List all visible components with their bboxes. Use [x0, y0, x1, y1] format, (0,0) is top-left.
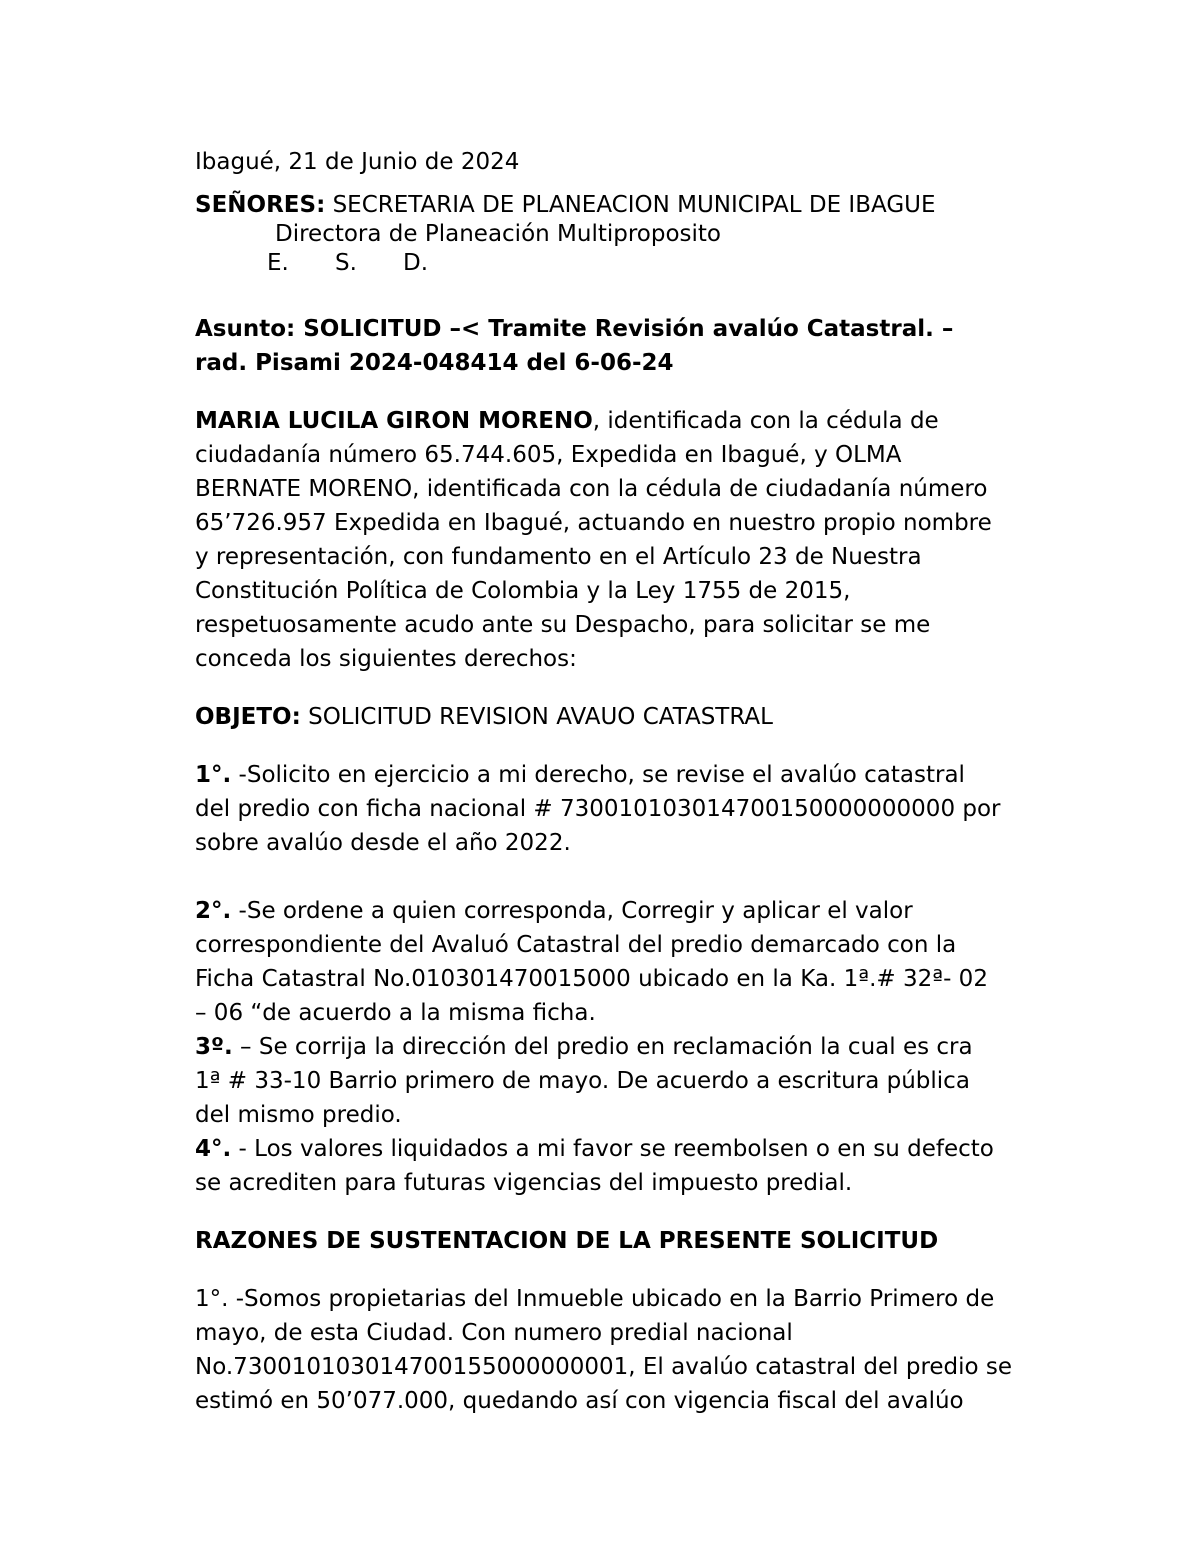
request-line: 2°. -Se ordene a quien corresponda, Corregir y aplicar el valor	[195, 898, 913, 924]
subject-line-2: rad. Pisami 2024-048414 del 6-06-24	[195, 350, 674, 376]
subject-block	[195, 312, 1095, 380]
addressee-block	[195, 191, 1095, 278]
petitioner-name: MARIA LUCILA GIRON MORENO	[195, 408, 593, 434]
request-item-3	[195, 1030, 1095, 1132]
esd-line	[195, 249, 1095, 278]
addressee-line	[195, 191, 1095, 220]
request-number: 1°.	[195, 762, 232, 788]
intro-line: ciudadanía número 65.744.605, Expedida en Ibagué, y OLMA	[195, 442, 902, 468]
request-line: Ficha Catastral No.010301470015000 ubicado en la Ka. 1ª.# 32ª- 02	[195, 966, 988, 992]
reasons-line: mayo, de esta Ciudad. Con numero predial nacional	[195, 1320, 793, 1346]
addressee-role: Directora de Planeación Multiproposito	[275, 221, 722, 247]
intro-paragraph	[195, 404, 1095, 676]
intro-line: Constitución Política de Colombia y la Ley 1755 de 2015,	[195, 578, 851, 604]
request-line: correspondiente del Avaluó Catastral del predio demarcado con la	[195, 932, 957, 958]
request-line: 1°. -Solicito en ejercicio a mi derecho, se revise el avalúo catastral	[195, 762, 965, 788]
esd-e: E.	[267, 250, 289, 276]
request-line: se acrediten para futuras vigencias del impuesto predial.	[195, 1170, 853, 1196]
document-page	[195, 145, 1095, 1418]
objeto-line	[195, 700, 1095, 734]
intro-line: conceda los siguientes derechos:	[195, 646, 577, 672]
intro-line: y representación, con fundamento en el Artículo 23 de Nuestra	[195, 544, 922, 570]
addressee-label: SEÑORES:	[195, 192, 326, 218]
request-number: 4°.	[195, 1136, 232, 1162]
subject-line-1: Asunto: SOLICITUD –< Tramite Revisión avalúo Catastral. –	[195, 316, 954, 342]
reasons-heading: RAZONES DE SUSTENTACION DE LA PRESENTE SOLICITUD	[195, 1228, 939, 1254]
objeto-text: SOLICITUD REVISION AVAUO CATASTRAL	[300, 704, 773, 730]
request-line: 3º. – Se corrija la dirección del predio en reclamación la cual es cra	[195, 1034, 973, 1060]
intro-line: MARIA LUCILA GIRON MORENO, identificada con la cédula de	[195, 408, 939, 434]
request-number: 3º.	[195, 1034, 233, 1060]
date-line: Ibagué, 21 de Junio de 2024	[195, 149, 520, 175]
request-line: del mismo predio.	[195, 1102, 402, 1128]
objeto-label: OBJETO:	[195, 704, 301, 730]
request-number: 2°.	[195, 898, 232, 924]
request-line: sobre avalúo desde el año 2022.	[195, 830, 571, 856]
request-line: 4°. - Los valores liquidados a mi favor se reembolsen o en su defecto	[195, 1136, 994, 1162]
request-line: 1ª # 33-10 Barrio primero de mayo. De acuerdo a escritura pública	[195, 1068, 970, 1094]
request-line: del predio con ficha nacional # 730010103014700150000000000 por	[195, 796, 1001, 822]
request-line: – 06 “de acuerdo a la misma ficha.	[195, 1000, 596, 1026]
reasons-line: estimó en 50’077.000, quedando así con vigencia fiscal del avalúo	[195, 1388, 964, 1414]
reasons-paragraph	[195, 1282, 1095, 1418]
request-item-1	[195, 758, 1095, 860]
esd-d: D.	[403, 250, 429, 276]
request-item-2	[195, 894, 1095, 1030]
reasons-line: No.730010103014700155000000001, El avalúo catastral del predio se	[195, 1354, 1013, 1380]
intro-line: BERNATE MORENO, identificada con la cédula de ciudadanía número	[195, 476, 988, 502]
intro-line: respetuosamente acudo ante su Despacho, para solicitar se me	[195, 612, 931, 638]
esd-s: S.	[335, 250, 357, 276]
reasons-line: 1°. -Somos propietarias del Inmueble ubicado en la Barrio Primero de	[195, 1286, 995, 1312]
addressee-org: SECRETARIA DE PLANEACION MUNICIPAL DE IBAGUE	[325, 192, 936, 218]
intro-line: 65’726.957 Expedida en Ibagué, actuando en nuestro propio nombre	[195, 510, 992, 536]
request-item-4	[195, 1132, 1095, 1200]
